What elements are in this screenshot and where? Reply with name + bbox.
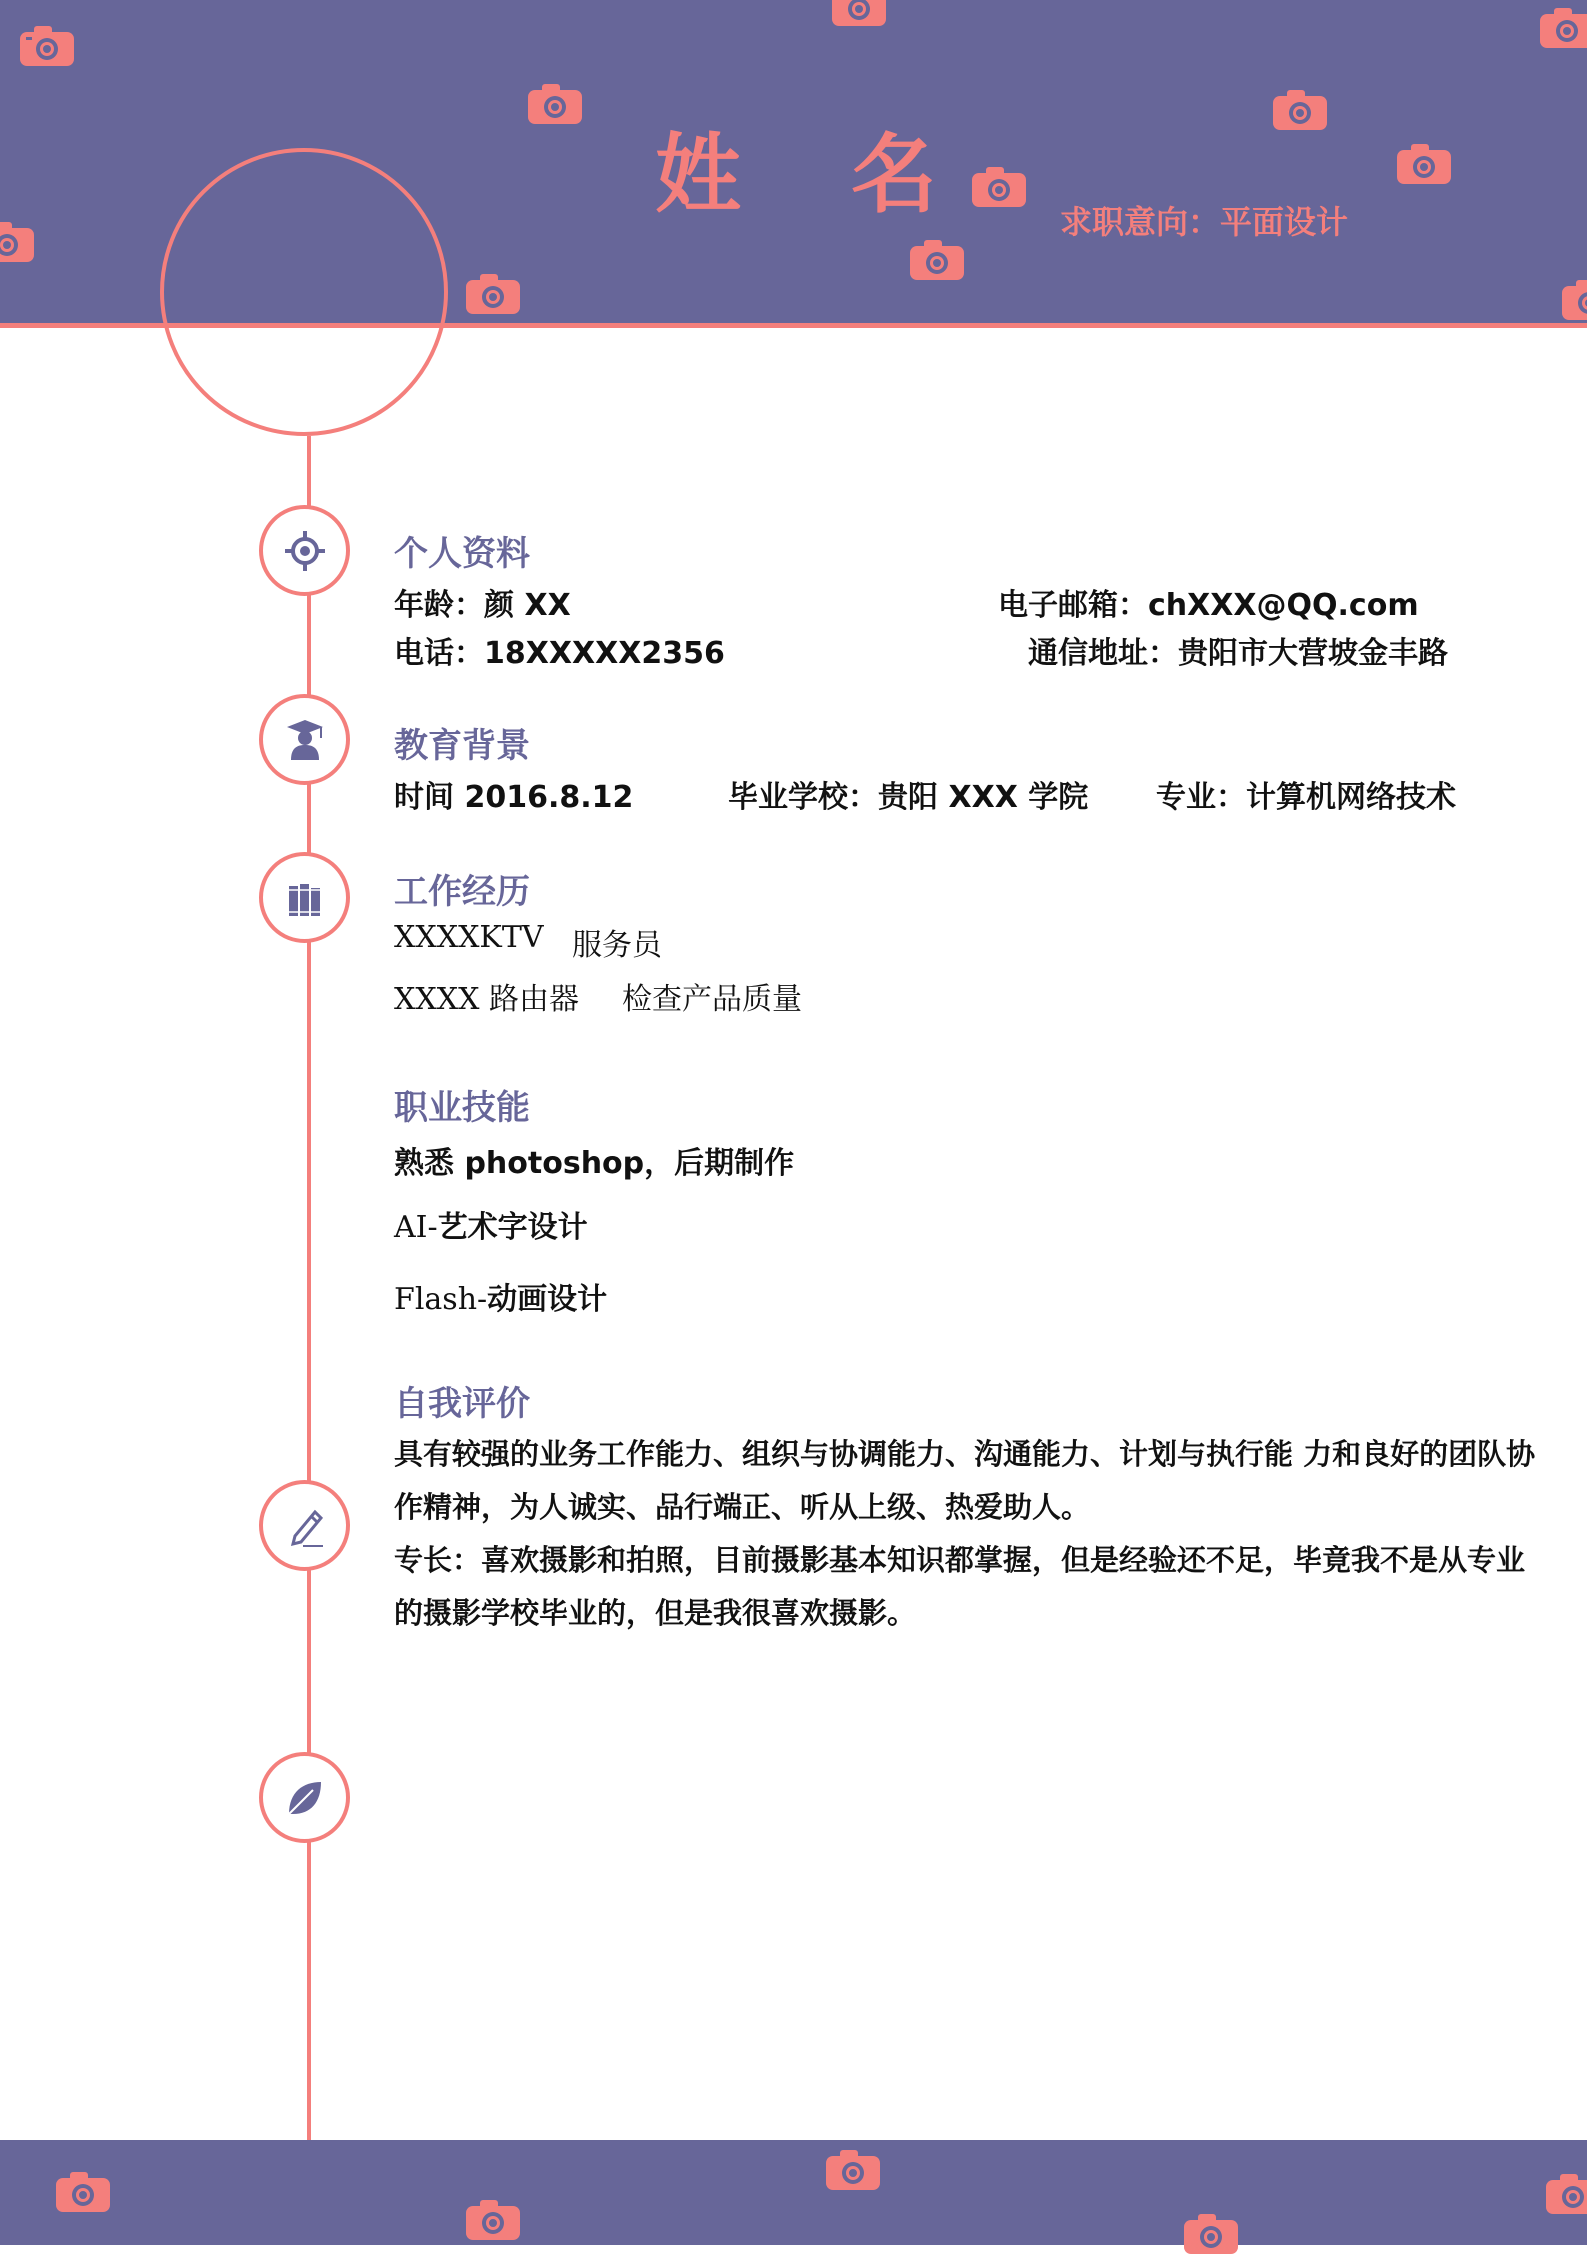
footer-band bbox=[0, 2140, 1587, 2245]
profile-phone: 电话：18XXXXX2356 bbox=[394, 636, 725, 671]
camera-icon bbox=[1540, 8, 1587, 48]
camera-icon bbox=[826, 2150, 880, 2190]
camera-icon bbox=[1546, 2174, 1587, 2214]
work-company: XXXX 路由器 bbox=[394, 982, 579, 1017]
camera-icon bbox=[56, 2172, 110, 2212]
camera-icon bbox=[466, 274, 520, 314]
skill-item bbox=[394, 1274, 607, 1318]
self-eval-paragraph: 具有较强的业务工作能力、组织与协调能力、沟通能力、计划与执行能 力和良好的团队协作精神，为人诚实、品行端正、听从上级、热爱助人。 bbox=[394, 1437, 1536, 1524]
specialty-paragraph: 专长：喜欢摄影和拍照，目前摄影基本知识都掌握，但是经验还不足，毕竟我不是从专业的摄影学校毕业的，但是我很喜欢摄影。 bbox=[394, 1543, 1526, 1630]
camera-icon bbox=[1562, 280, 1587, 320]
section-title-self-eval: 自我评价 bbox=[394, 1384, 530, 1424]
education-time: 时间 2016.8.12 bbox=[394, 780, 634, 815]
education-school: 毕业学校：贵阳 XXX 学院 bbox=[728, 780, 1089, 815]
camera-icon bbox=[1184, 2214, 1238, 2254]
camera-icon bbox=[0, 222, 34, 262]
skill-text: 艺术字设计 bbox=[437, 1210, 588, 1245]
profile-address: 通信地址：贵阳市大营坡金丰路 bbox=[1028, 636, 1448, 671]
skill-prefix: AI- bbox=[394, 1210, 438, 1245]
section-title-education: 教育背景 bbox=[394, 726, 530, 766]
skill-prefix: Flash- bbox=[394, 1282, 488, 1317]
pencil-icon bbox=[259, 1480, 350, 1571]
camera-icon bbox=[910, 240, 964, 280]
job-intent: 求职意向：平面设计 bbox=[1060, 203, 1349, 241]
section-title-profile: 个人资料 bbox=[394, 534, 530, 574]
skill-item bbox=[394, 1202, 588, 1246]
resume-name: 姓 名 bbox=[655, 125, 977, 225]
camera-icon bbox=[972, 167, 1026, 207]
photo-placeholder bbox=[160, 148, 448, 436]
camera-icon bbox=[1273, 90, 1327, 130]
camera-icon bbox=[832, 0, 886, 26]
graduate-icon bbox=[259, 694, 350, 785]
profile-age: 年龄：颜 XX bbox=[394, 588, 571, 623]
timeline-line bbox=[307, 436, 311, 2140]
camera-icon bbox=[1397, 144, 1451, 184]
camera-icon bbox=[20, 26, 74, 66]
education-major: 专业：计算机网络技术 bbox=[1156, 780, 1456, 815]
camera-icon bbox=[466, 2200, 520, 2240]
crosshair-icon bbox=[259, 505, 350, 596]
section-title-skills: 职业技能 bbox=[394, 1088, 530, 1128]
work-role: 服务员 bbox=[572, 928, 662, 963]
books-icon bbox=[259, 852, 350, 943]
work-role: 检查产品质量 bbox=[622, 982, 802, 1017]
section-title-work: 工作经历 bbox=[394, 872, 530, 912]
leaf-icon bbox=[259, 1752, 350, 1843]
skill-item: 熟悉 photoshop，后期制作 bbox=[394, 1146, 795, 1181]
work-company: XXXXKTV bbox=[394, 920, 544, 955]
camera-icon bbox=[528, 84, 582, 124]
profile-email: 电子邮箱：chXXX@QQ.com bbox=[998, 588, 1419, 623]
skill-text: 动画设计 bbox=[487, 1282, 608, 1317]
